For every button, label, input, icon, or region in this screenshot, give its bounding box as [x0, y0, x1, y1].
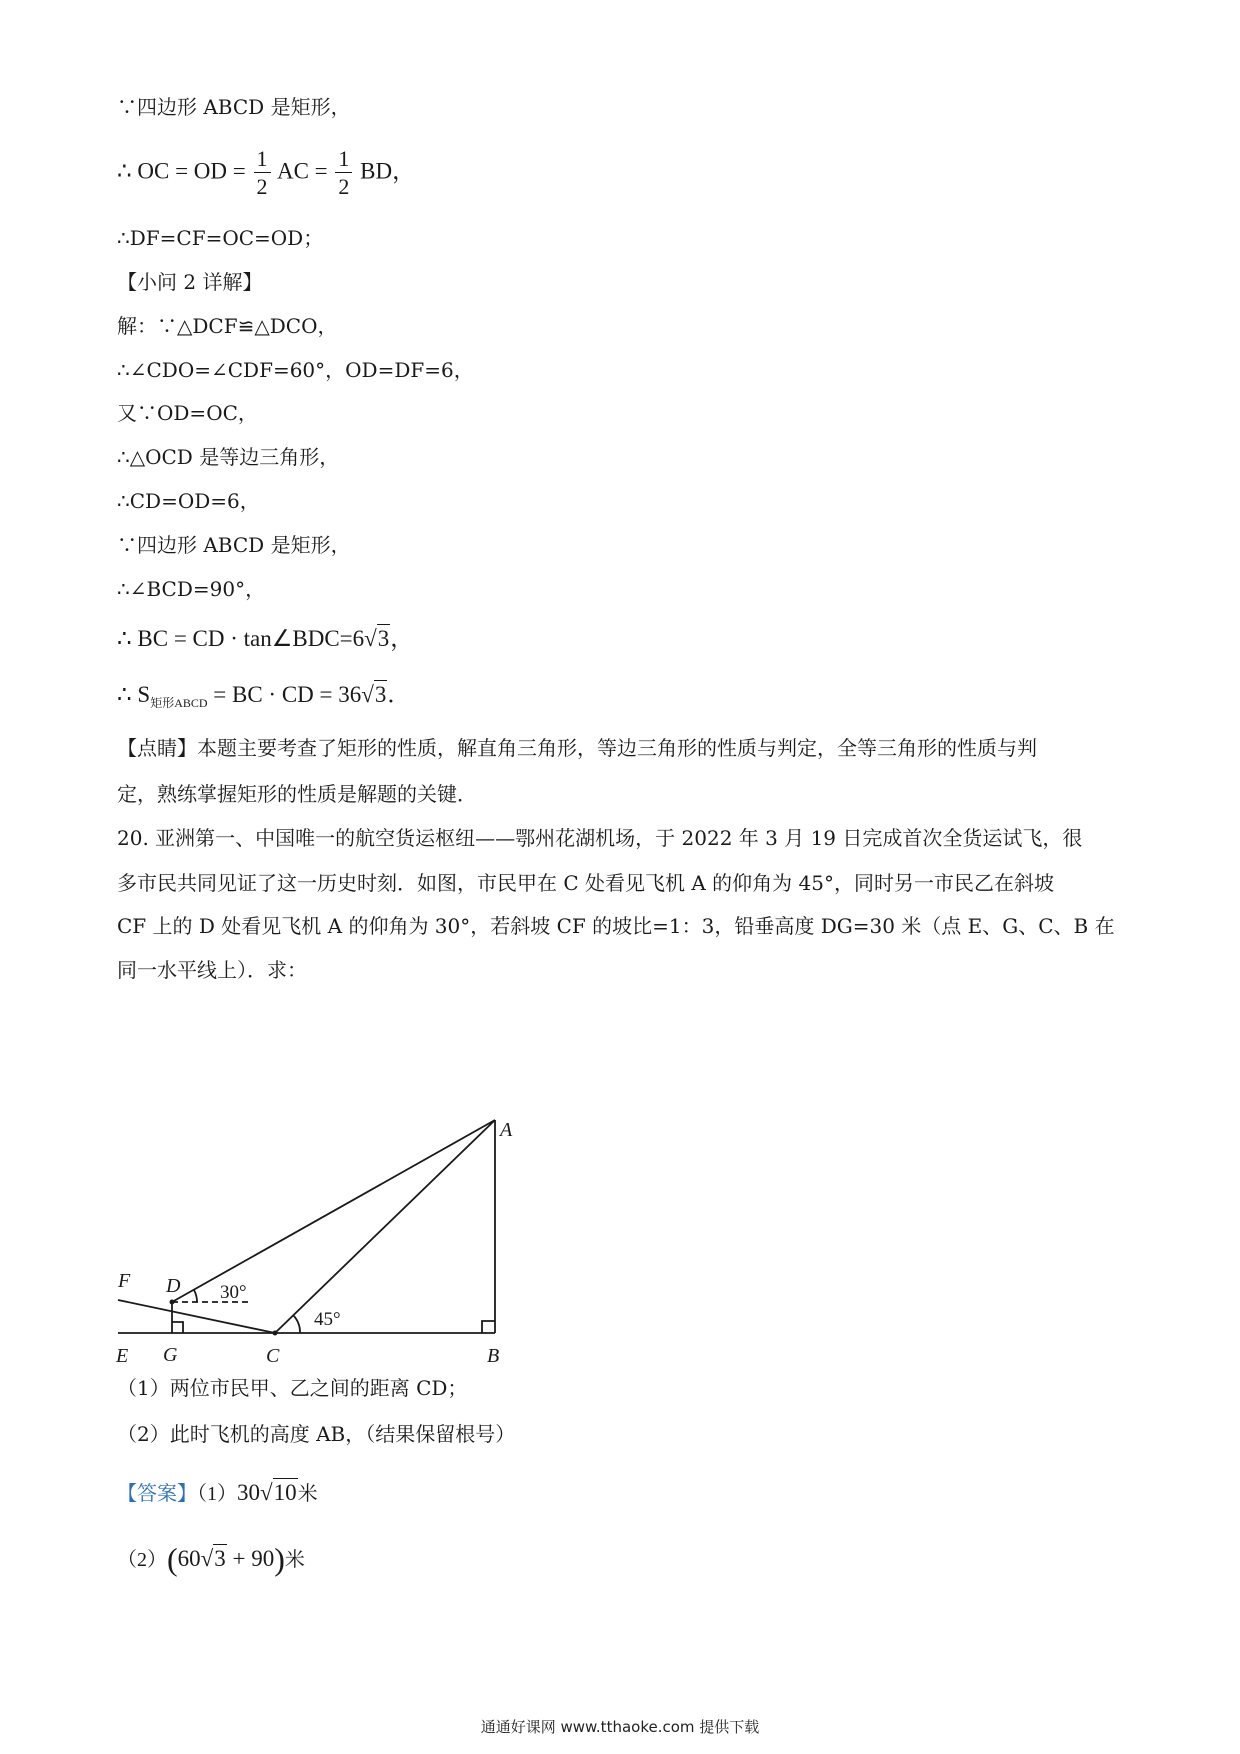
problem-line: 多市民共同见证了这一历史时刻．如图，市民甲在 C 处看见飞机 A 的仰角为 45°，同时另一市民乙在斜坡 [117, 871, 1054, 895]
equation-part: ， [390, 626, 414, 651]
equation-part: ∴ S [117, 682, 151, 707]
right-angle-mark-b [482, 1321, 495, 1333]
label-d: D [166, 1275, 181, 1297]
equation-part: ． [387, 682, 411, 707]
text-line: ∵四边形 ABCD 是矩形， [117, 95, 351, 119]
point-c [273, 1331, 278, 1336]
line-ca [275, 1120, 495, 1333]
answer-number: 60 [177, 1546, 201, 1571]
comment-line: 定，熟练掌握矩形的性质是解题的关键． [117, 782, 477, 806]
fraction-numerator: 1 [335, 148, 352, 173]
fraction-denominator: 2 [256, 174, 268, 199]
radicand: 10 [273, 1480, 297, 1505]
page-footer: 通通好课网 www.tthaoke.com 提供下载 [480, 1718, 760, 1736]
label-e: E [116, 1345, 129, 1367]
text-line: 又∵OD=OC， [117, 401, 258, 425]
sqrt-expression: √10 [260, 1480, 297, 1505]
right-angle-mark-g [172, 1322, 183, 1333]
label-c: C [266, 1345, 280, 1367]
subscript: 矩形ABCD [150, 696, 208, 710]
problem-line: 20. 亚洲第一、中国唯一的航空货运枢纽——鄂州花湖机场，于 2022 年 3 月 19 日完成首次全货运试飞，很 [117, 826, 1083, 850]
problem-line: CF 上的 D 处看见飞机 A 的仰角为 30°，若斜坡 CF 的坡比=1：3，铅垂高度 DG=30 米（点 E、G、C、B 在 [117, 914, 1115, 938]
answer-index: （1） [197, 1483, 237, 1505]
angle-arc-d [194, 1290, 197, 1302]
question-2: （2）此时飞机的高度 AB，（结果保留根号） [117, 1422, 516, 1446]
angle-label-d: 30° [220, 1282, 247, 1303]
angle-arc-c [293, 1315, 300, 1333]
comment-line: 【点睛】本题主要考查了矩形的性质，解直角三角形，等边三角形的性质与判定，全等三角形的性质与判 [117, 736, 1037, 760]
line-slope-fc [118, 1300, 275, 1333]
text-line: ∴△OCD 是等边三角形， [117, 445, 340, 469]
answer-plus: + 90 [226, 1546, 275, 1571]
equation-part: BD， [360, 158, 416, 184]
equation-part: = BC · CD = 36 [207, 682, 362, 707]
answer-number: 30 [237, 1480, 260, 1505]
answer-tag: 【答案】 [117, 1483, 197, 1505]
text-line: ∴∠CDO=∠CDF=60°，OD=DF=6， [117, 358, 474, 382]
radicand: 3 [377, 626, 390, 651]
text-line: ∴DF=CF=OC=OD； [117, 226, 324, 250]
equation-part: AC = [276, 158, 328, 184]
section-heading: 【小问 2 详解】 [117, 270, 263, 294]
sqrt-expression: √3 [364, 626, 390, 651]
text-line: ∵四边形 ABCD 是矩形， [117, 533, 351, 557]
label-g: G [163, 1344, 178, 1366]
question-1: （1）两位市民甲、乙之间的距离 CD； [117, 1376, 468, 1400]
text-line: 解：∵△DCF≌△DCO， [117, 314, 338, 338]
fraction-numerator: 1 [254, 148, 271, 173]
left-paren: ( [167, 1541, 178, 1577]
problem-line: 同一水平线上）．求： [117, 958, 307, 982]
equation-part: ∴ BC = CD · tan∠BDC=6 [117, 626, 365, 651]
label-b: B [487, 1345, 500, 1367]
equation-part: ∴ OC = OD = [117, 158, 246, 184]
sqrt-expression: √3 [200, 1546, 226, 1571]
answer-2 [117, 1540, 305, 1578]
line-da [172, 1120, 495, 1302]
radicand: 3 [374, 682, 387, 707]
text-line: ∴∠BCD=90°， [117, 577, 266, 601]
right-paren: ) [274, 1541, 285, 1577]
text-line: ∴CD=OD=6， [117, 489, 260, 513]
answer-unit: 米 [284, 1549, 305, 1571]
answer-1 [117, 1478, 318, 1507]
label-a: A [500, 1119, 513, 1141]
fraction-denominator: 2 [338, 174, 350, 199]
answer-unit: 米 [297, 1483, 318, 1505]
sqrt-expression: √3 [361, 682, 387, 707]
label-f: F [118, 1270, 131, 1292]
point-d [170, 1300, 175, 1305]
radicand: 3 [214, 1546, 226, 1571]
angle-label-c: 45° [314, 1309, 341, 1330]
answer-index: （2） [117, 1549, 167, 1571]
